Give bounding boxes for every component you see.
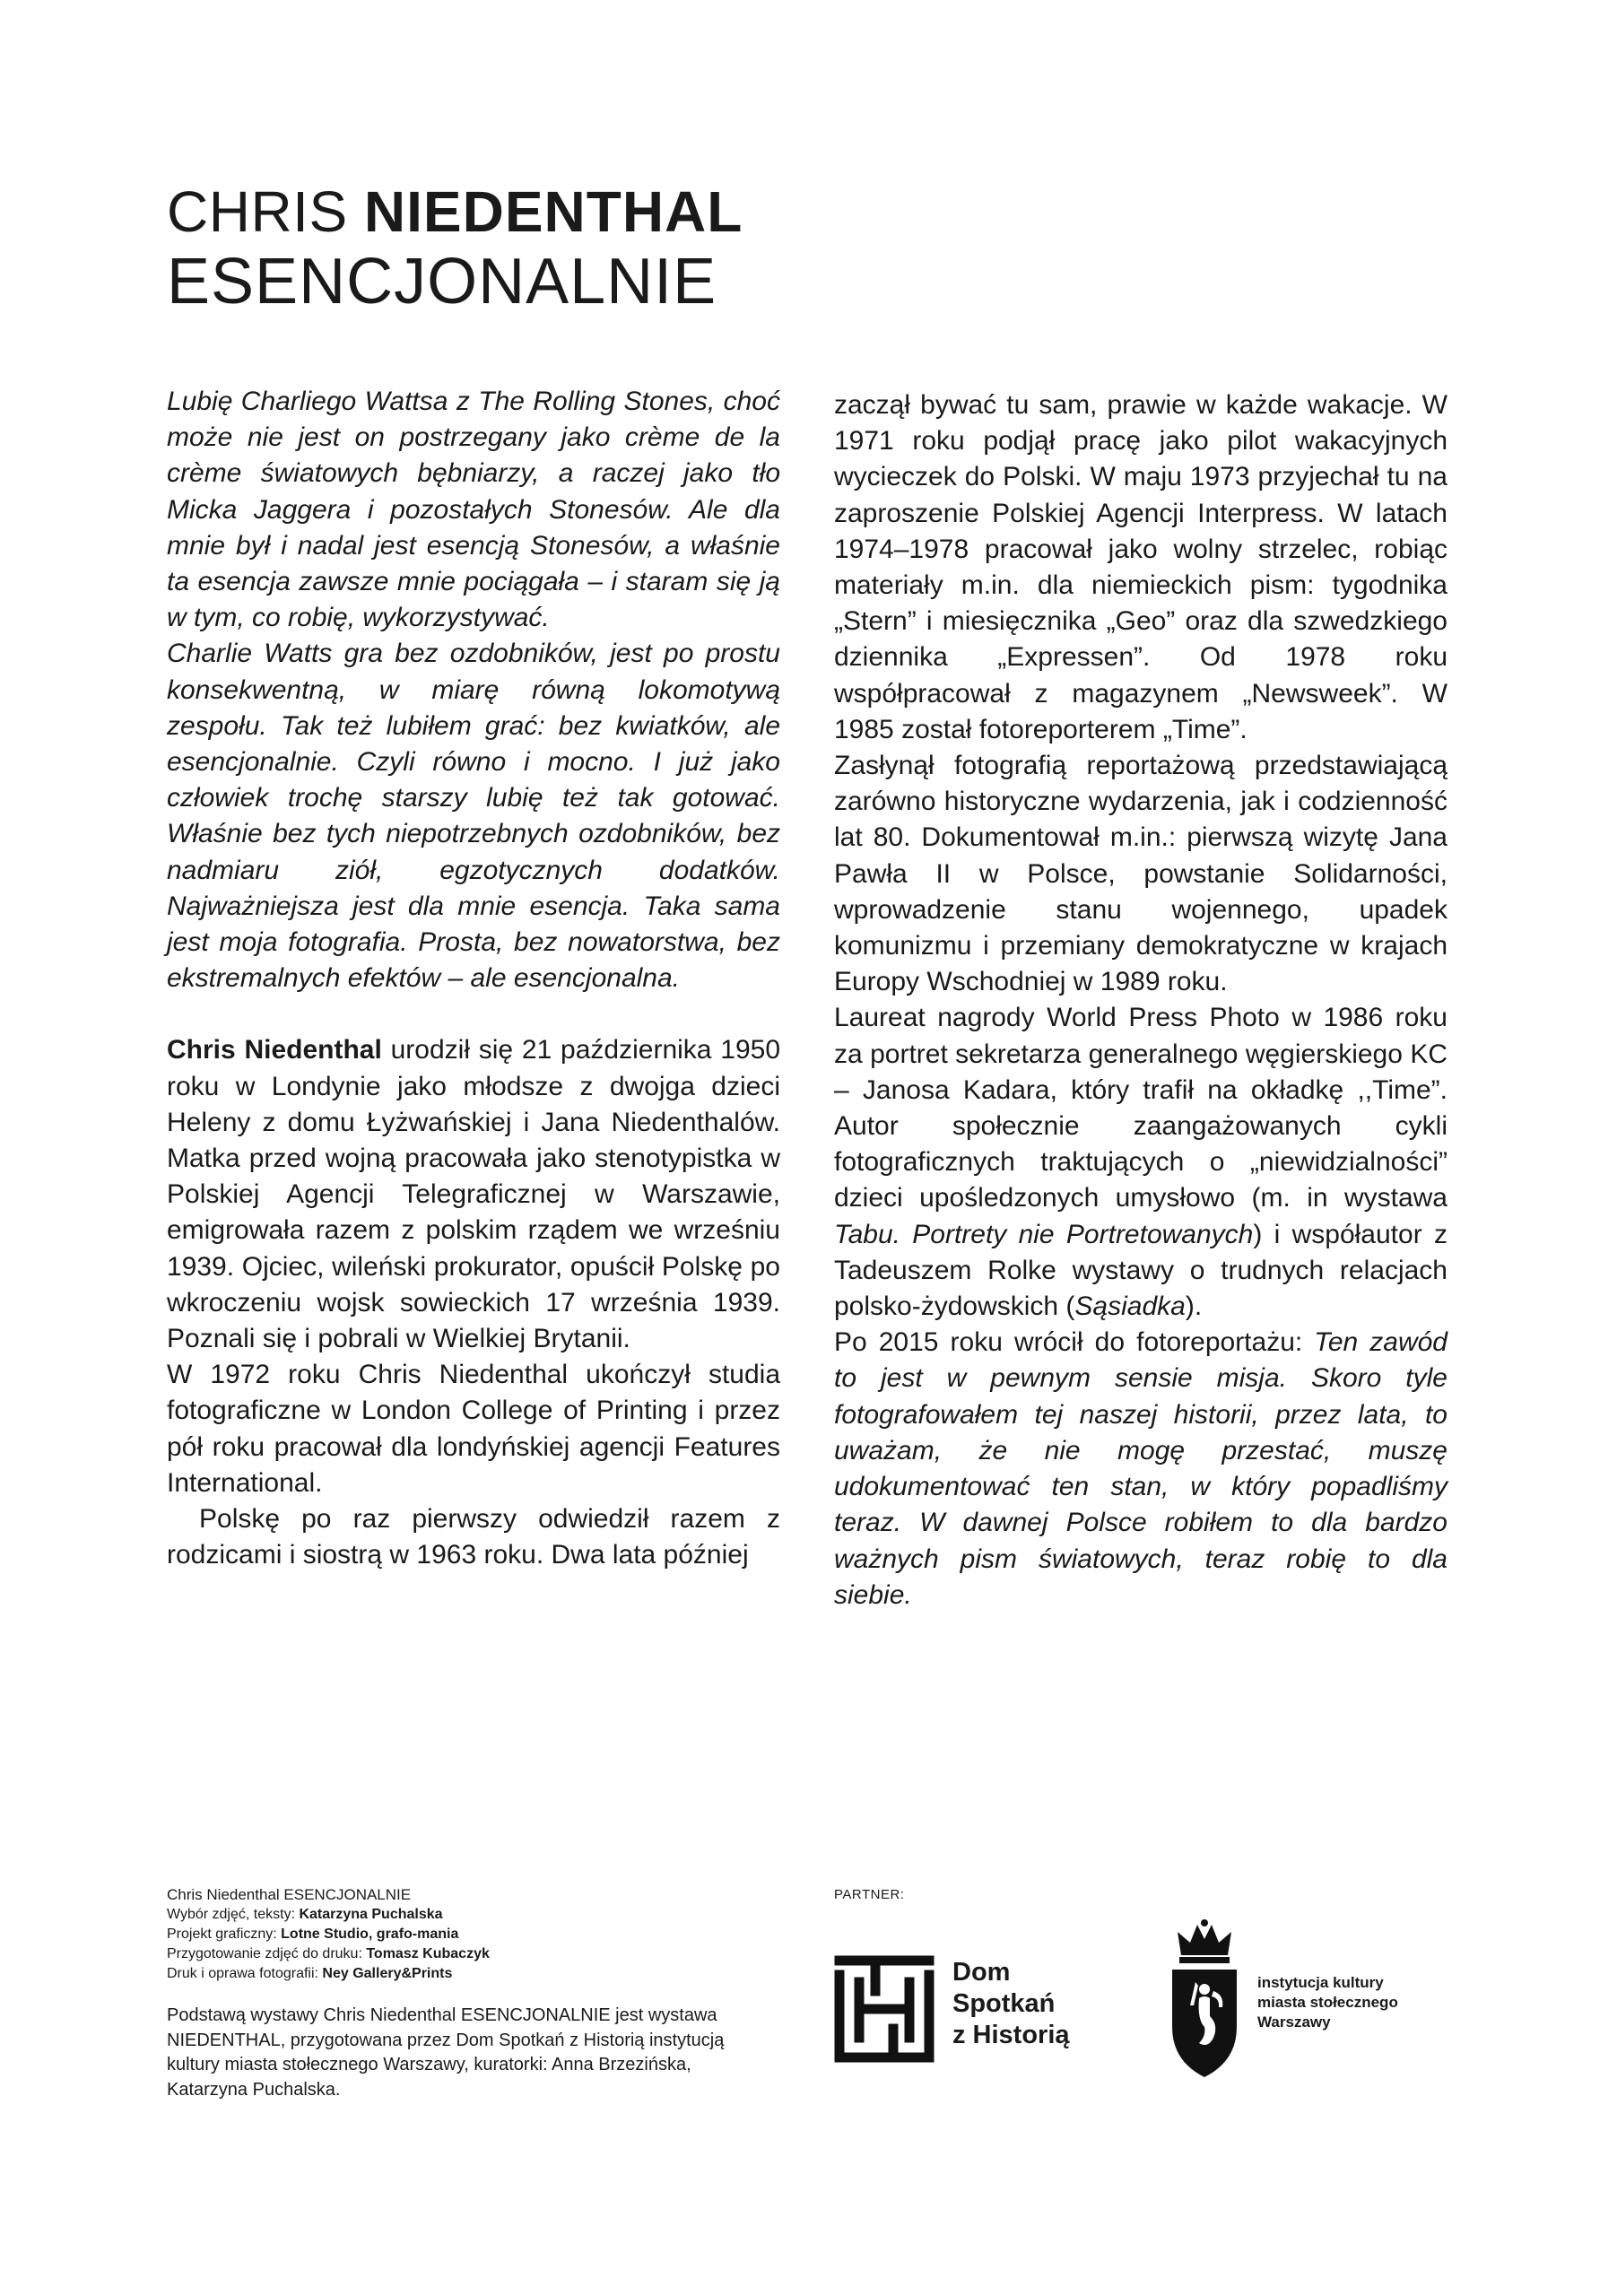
left-column — [167, 384, 780, 1574]
bio-text: Po 2015 roku wrócił do fotoreportażu: — [834, 1327, 1315, 1358]
bio-paragraph: Polskę po raz pierwszy odwiedził razem z rodzicami i siostrą w 1963 roku. Dwa lata później — [167, 1504, 780, 1570]
bio-text: urodził się 21 października 1950 roku w Londynie jako młodsze z dwojga dzieci Heleny z domu Łyżwańskiej i Jana Niedenthalów. Matka przed wojną pracowała jako stenotypistka w Polskiej Agencji Telegraficznej w Warszawie, emigrowała razem z polskim rządem we wrześniu 1939. Ojciec, wileński prokurator, opuścił Polskę po wkroczeniu wojsk sowieckich 17 września 1939. Poznali się i pobrali w Wielkiej Brytanii. — [167, 1035, 781, 1354]
bio-text: ) i współautor z Tadeuszem Rolke wystawy o trudnych relacjach polsko-żydowskich ( — [834, 1219, 1447, 1322]
quote-paragraph: Charlie Watts gra bez ozdobników, jest po prostu konsekwentną, w miarę równą lokomotywą zespołu. Tak też lubiłem grać: bez kwiatków, ale esencjonalnie. Czyli równo i mocno. I już jako człowiek trochę starszy lubię też tak gotować. Właśnie bez tych niepotrzebnych ozdobników, bez nadmiaru ziół, egzotycznych dodatków. Najważniejsza jest dla mnie esencja. Taka sama jest moja fotografia. Prosta, bez nowatorstwa, bez ekstremalnych efektów – ale esencjonalna. — [167, 639, 780, 994]
right-column — [834, 387, 1447, 1613]
paragraph-gap — [167, 996, 780, 1032]
title-last-name: NIEDENTHAL — [363, 179, 743, 244]
bio-paragraph — [834, 1000, 1447, 1325]
bio-text: Laureat nagrody World Press Photo w 1986 roku za portret sekretarza generalnego węgierskiego KC – Janosa Kadara, który trafił na okładkę ,,Time”. Autor społecznie zaangażowanych cykli fotograficznych traktujących o „niewidzialności” dzieci upośledzonych umysłowo (m. in wystawa — [834, 1003, 1447, 1213]
credit-value: Katarzyna Puchalska — [299, 1907, 443, 1922]
bio-name: Chris Niedenthal — [167, 1035, 382, 1065]
credit-row — [167, 1944, 759, 1964]
logo-line: z Historią — [952, 2021, 1070, 2049]
quote-text: Ten zawód to jest w pewnym sensie misja. Skoro tyle fotografowałem tej naszej historii, przez lata, to uważam, że nie mogę przestać, muszę udokumentować ten stan, w który popadliśmy teraz. W dawnej Polsce robiłem to dla bardzo ważnych pism światowych, teraz robię to dla siebie. — [834, 1327, 1447, 1610]
credit-label: Projekt graficzny: — [167, 1926, 282, 1942]
title-first-name: CHRIS — [167, 179, 348, 244]
quote-paragraph: Lubię Charliego Wattsa z The Rolling Stones, choć może nie jest on postrzegany jako crème de la crème światowych bębniarzy, a raczej jako tło Micka Jaggera i pozostałych Stonesów. Ale dla mnie był i nadal jest esencją Stonesów, a właśnie ta esencja zawsze mnie pociągała – i staram się ją w tym, co robię, wykorzystywać. — [167, 387, 780, 633]
bio-paragraph — [834, 1325, 1447, 1613]
credit-label: Druk i oprawa fotografii: — [167, 1966, 323, 1981]
bio-paragraph: zaczął bywać tu sam, prawie w każde wakacje. W 1971 roku podjął pracę jako pilot wakacyjnych wycieczek do Polski. W maju 1973 przyjechał tu na zaproszenie Polskiej Agencji Interpress. W latach 1974–1978 pracował jako wolny strzelec, robiąc materiały m.in. dla niemieckich pism: tygodnika „Stern” i miesięcznika „Geo” oraz dla szwedzkiego dziennika „Expressen”. Od 1978 roku współpracował z magazynem „Newsweek”. W 1985 został fotoreporterem „Time”. — [834, 390, 1447, 744]
bio-text: ). — [1185, 1292, 1203, 1322]
credit-row — [167, 1905, 759, 1925]
partner-label: PARTNER: — [834, 1887, 905, 1902]
title-name — [167, 179, 743, 244]
page-title — [167, 179, 743, 319]
logo-line: Spotkań — [952, 1989, 1056, 2018]
warsaw-crest-icon — [1169, 1919, 1240, 2079]
logo-line: Dom — [952, 1958, 1011, 1987]
warsaw-institution-text — [1257, 1973, 1398, 2032]
credit-value: Lotne Studio, grafo-mania — [281, 1926, 459, 1942]
credit-label: Wybór zdjęć, teksty: — [167, 1907, 300, 1922]
credit-row — [167, 1925, 759, 1944]
title-subtitle: ESENCJONALNIE — [167, 246, 717, 317]
exhibition-title: Sąsiadka — [1074, 1292, 1186, 1322]
credits-title: Chris Niedenthal ESENCJONALNIE — [167, 1886, 412, 1903]
credits-block — [167, 1885, 759, 2102]
institution-line: Warszawy — [1257, 2013, 1331, 2031]
institution-line: miasta stołecznego — [1257, 1994, 1398, 2011]
credit-value: Tomasz Kubaczyk — [366, 1946, 490, 1961]
exhibition-title: Tabu. Portrety nie Portretowanych — [834, 1219, 1254, 1249]
dom-spotkan-logo-text — [952, 1957, 1070, 2051]
credit-row — [167, 1964, 759, 1984]
credits-note: Podstawą wystawy Chris Niedenthal ESENCJONALNIE jest wystawa NIEDENTHAL, przygotowana przez Dom Spotkań z Historią instytucją kultury miasta stołecznego Warszawy, kuratorki: Anna Brzezińska, Katarzyna Puchalska. — [167, 2005, 725, 2100]
credit-label: Przygotowanie zdjęć do druku: — [167, 1946, 367, 1961]
bio-paragraph: Zasłynął fotografią reportażową przedstawiającą zarówno historyczne wydarzenia, jak i codzienność lat 80. Dokumentował m.in.: pierwszą wizytę Jana Pawła II w Polsce, powstanie Solidarności, wprowadzenie stanu wojennego, upadek komunizmu i przemiany demokratyczne w krajach Europy Wschodniej w 1989 roku. — [834, 751, 1447, 997]
credit-value: Ney Gallery&Prints — [322, 1966, 453, 1981]
institution-line: instytucja kultury — [1257, 1974, 1384, 1991]
bio-paragraph: W 1972 roku Chris Niedenthal ukończył studia fotograficzne w London College of Printing i przez pół roku pracował dla londyńskiej agencji Features International. — [167, 1360, 780, 1498]
bio-paragraph — [167, 1032, 780, 1357]
